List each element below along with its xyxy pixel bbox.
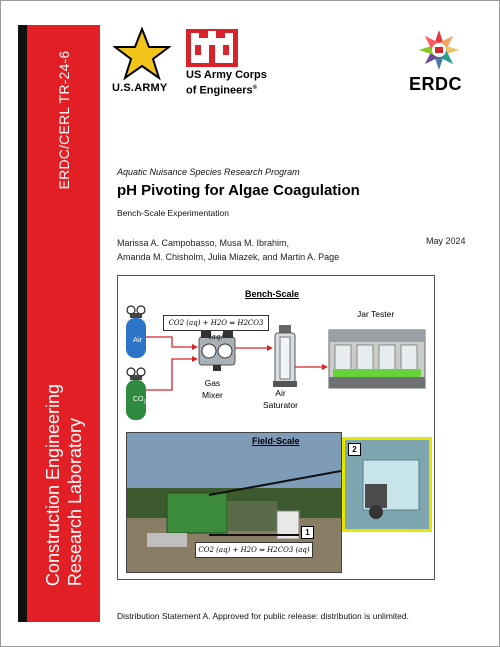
jar-tester-photo [329,330,425,388]
authors [117,236,339,264]
co2-subscript: 2 [143,399,147,406]
co2-cylinder-icon [126,368,146,420]
registered-mark: ® [252,85,258,91]
program-name: Aquatic Nuisance Species Research Program [117,167,300,177]
air-cylinder-icon [126,306,146,358]
air-saturator-label [263,387,298,411]
photo-badge-2: 2 [348,443,361,456]
erdc-logo-text: ERDC [409,74,463,94]
gas-mixer-line2: Mixer [202,390,223,400]
bench-scale-diagram [117,275,433,435]
air-saturator-line1: Air [275,388,286,398]
equation-field: CO2 (aq) + H2O ⇔ H2CO3 (aq) [195,542,313,558]
co2-cylinder-label [133,396,146,405]
authors-line2: Amanda M. Chisholm, Julia Miazek, and Martin A. Page [117,252,340,262]
laboratory-name [42,384,86,586]
air-saturator-line2: Saturator [263,400,298,410]
army-logo-text: U.S.ARMY [112,82,168,94]
bench-scale-label: Bench-Scale [245,289,300,299]
report-title: pH Pivoting for Algae Coagulation [117,182,360,199]
jar-tester-label: Jar Tester [357,309,395,319]
gas-mixer-label [202,377,223,401]
gas-mixer-line1: Gas [204,378,221,388]
equation-bench: CO2 (aq) + H2O ⇔ H2CO3 (aq) [163,315,269,331]
usace-logo-text [186,69,267,98]
usace-line1: US Army Corps [186,69,267,81]
field-scale-label: Field-Scale [252,436,300,446]
distribution-statement: Distribution Statement A. Approved for public release: distribution is unlimited. [117,611,409,621]
photo-badge-1: 1 [301,526,314,539]
report-id: ERDC/CERL TR-24-6 [56,50,72,190]
report-subtitle: Bench-Scale Experimentation [117,208,229,218]
army-star-icon [113,27,171,81]
air-cylinder-label: Air [133,335,143,344]
erdc-emblem-icon [418,29,460,71]
laboratory-name-line2: Research Laboratory [65,417,85,587]
co2-text: CO [133,396,144,403]
report-date: May 2024 [426,236,466,246]
usace-line2: of Engineers [186,84,253,97]
laboratory-name-line1: Construction Engineering [43,383,63,587]
usace-castle-icon [186,29,238,67]
authors-line1: Marissa A. Campobasso, Musa M. Ibrahim, [117,238,290,248]
sidebar-black-strip [18,25,27,622]
air-saturator-icon [273,325,297,387]
